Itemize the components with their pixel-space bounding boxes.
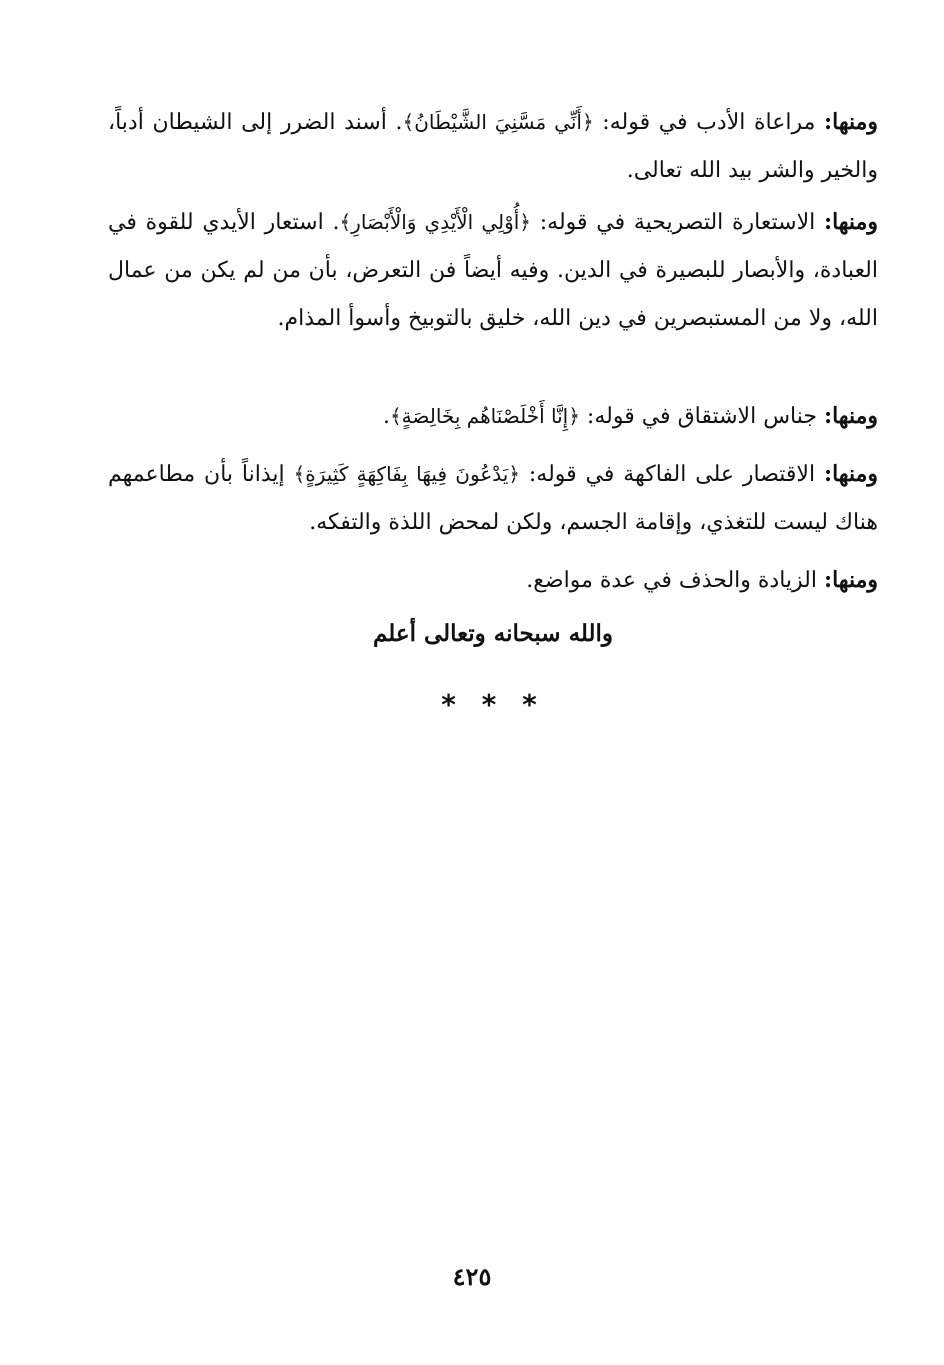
paragraph-text: . [382, 404, 390, 429]
paragraph-text: إيذاناً بأن مطاعمهم هناك ليست للتغذي، وإقامة الجسم، ولكن لمحض اللذة والتفكه. [108, 462, 878, 535]
paragraph-lead: ومنها: [823, 461, 878, 487]
paragraph-lead: ومنها: [823, 209, 878, 235]
paragraph-lead: ومنها: [823, 567, 878, 593]
paragraph-5 [108, 556, 878, 605]
paragraph-text: جناس الاشتقاق في قوله: [579, 404, 824, 429]
paragraph-text: . أسند الضرر إلى الشيطان أدباً، والخير والشر بيد الله تعالى. [108, 110, 878, 183]
quran-quote: ﴿أُوْلِي الْأَيْدِي وَالْأَبْصَارِ﴾ [339, 210, 532, 234]
paragraph-text: مراعاة الأدب في قوله: [593, 110, 824, 135]
section-separator: * * * [441, 688, 545, 721]
paragraph-1 [108, 98, 878, 195]
paragraph-text: الزيادة والحذف في عدة مواضع. [526, 568, 824, 593]
quran-quote: ﴿يَدْعُونَ فِيهَا بِفَاكِهَةٍ كَثِيرَةٍ﴾ [293, 462, 520, 486]
closing-line: والله سبحانه وتعالى أعلم [372, 620, 614, 647]
quran-quote: ﴿أَنِّي مَسَّنِيَ الشَّيْطَانُ﴾ [402, 110, 594, 134]
paragraph-lead: ومنها: [823, 403, 878, 429]
paragraph-text: الاستعارة التصريحية في قوله: [531, 210, 824, 235]
paragraph-4 [108, 450, 878, 547]
paragraph-lead: ومنها: [824, 109, 879, 135]
paragraph-3 [108, 392, 878, 441]
page-number: ٤٢٥ [452, 1262, 492, 1291]
paragraph-2 [108, 198, 878, 343]
paragraph-text: . استعار الأيدي للقوة في العبادة، والأبصار للبصيرة في الدين. وفيه أيضاً فن التعرض، بأن من لم يكن من عمال الله، ولا من المستبصرين في دين الله، خليق بالتوبيخ وأسوأ المذام. [108, 210, 878, 331]
quran-quote: ﴿إِنَّا أَخْلَصْنَاهُم بِخَالِصَةٍ﴾ [389, 404, 580, 428]
paragraph-text: الاقتصار على الفاكهة في قوله: [520, 462, 824, 487]
